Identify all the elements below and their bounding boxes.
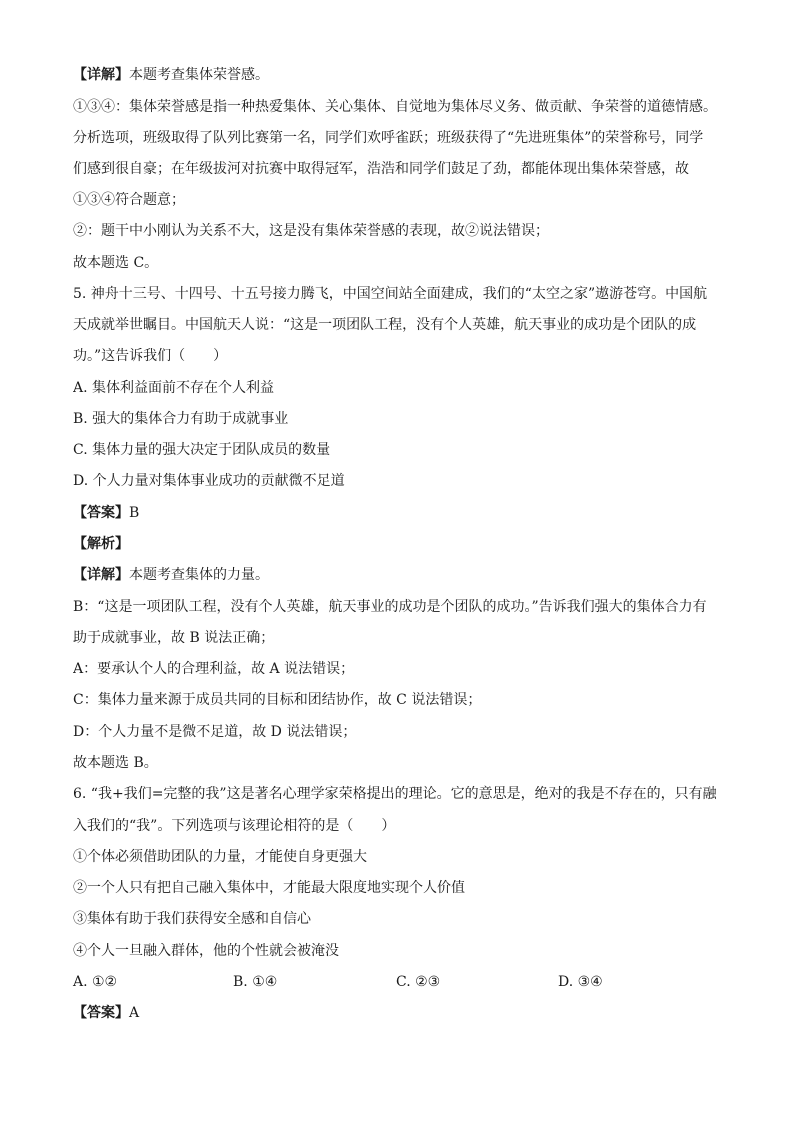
q6-statement-3: ③集体有助于我们获得安全感和自信心 xyxy=(73,911,311,927)
q5-stem-line-2: 天成就举世瞩目。中国航天人说：“这是一项团队工程，没有个人英雄，航天事业的成功是个团队的成 xyxy=(73,317,697,333)
q6-statement-2: ②一个人只有把自己融入集体中，才能最大限度地实现个人价值 xyxy=(73,880,465,896)
q5-option-d: D. 个人力量对集体事业成功的贡献微不足道 xyxy=(73,473,345,489)
answer-tag: 【答案】 xyxy=(73,1005,129,1021)
q5-stem-line-1: 5. 神舟十三号、十四号、十五号接力腾飞，中国空间站全面建成，我们的“太空之家”遨游苍穹。中国航 xyxy=(73,286,708,302)
detail-tag: 【详解】 xyxy=(73,67,129,83)
q6-option-c: C. ②③ xyxy=(396,974,441,990)
q6-statement-4: ④个人一旦融入群体，他的个性就会被淹没 xyxy=(73,943,339,959)
q6-answer-line xyxy=(73,1002,723,1024)
q5-conclusion: 故本题选 B。 xyxy=(73,755,158,771)
q5-analysis-line xyxy=(73,533,723,555)
q6-option-b: B. ①④ xyxy=(233,974,278,990)
q6-option-d: D. ③④ xyxy=(558,974,603,990)
answer-value: A xyxy=(129,1005,140,1021)
q6-statement-1: ①个体必须借助团队的力量，才能使自身更强大 xyxy=(73,849,367,865)
q6-stem-line-1: 6. “我+我们=完整的我”这是著名心理学家荣格提出的理论。它的意思是，绝对的我是不存在的，只有融 xyxy=(73,786,717,802)
q5-answer-line xyxy=(73,502,723,524)
detail-text: 本题考查集体荣誉感。 xyxy=(129,67,269,83)
answer-value: B xyxy=(129,505,140,521)
q4-explanation-line-1: ①③④：集体荣誉感是指一种热爱集体、关心集体、自觉地为集体尽义务、做贡献、争荣誉的道德情感。 xyxy=(73,99,717,115)
q5-option-a: A. 集体利益面前不存在个人利益 xyxy=(73,380,275,396)
answer-tag: 【答案】 xyxy=(73,505,129,521)
q4-conclusion: 故本题选 C。 xyxy=(73,255,159,271)
q5-option-c: C. 集体力量的强大决定于团队成员的数量 xyxy=(73,442,331,458)
q5-explanation-line-2: 助于成就事业，故 B 说法正确； xyxy=(73,630,275,646)
q5-explanation-line-1: B：“这是一项团队工程，没有个人英雄，航天事业的成功是个团队的成功。”告诉我们强大的集体合力有 xyxy=(73,599,707,615)
q6-stem-line-2: 入我们的“我”。下列选项与该理论相符的是（ ） xyxy=(73,818,396,834)
analysis-tag: 【解析】 xyxy=(73,536,129,552)
q4-explanation-line-3: 们感到很自豪；在年级拔河对抗赛中取得冠军，浩浩和同学们鼓足了劲，都能体现出集体荣誉感，故 xyxy=(73,161,689,177)
q4-explanation-line-2: 分析选项，班级取得了队列比赛第一名，同学们欢呼雀跃；班级获得了“先进班集体”的荣誉称号，同学 xyxy=(73,130,704,146)
detail-text: 本题考查集体的力量。 xyxy=(129,567,269,583)
q4-detail-line xyxy=(73,64,723,86)
detail-tag: 【详解】 xyxy=(73,567,129,583)
q4-explanation-line-5: ②：题干中小刚认为关系不大，这是没有集体荣誉感的表现，故②说法错误； xyxy=(73,223,549,239)
q5-detail-line xyxy=(73,564,723,586)
q6-option-a: A. ①② xyxy=(73,974,118,990)
q5-explanation-line-3: A：要承认个人的合理利益，故 A 说法错误； xyxy=(73,661,355,677)
q5-option-b: B. 强大的集体合力有助于成就事业 xyxy=(73,411,289,427)
q5-explanation-line-5: D：个人力量不是微不足道，故 D 说法错误； xyxy=(73,724,357,740)
q5-stem-line-3: 功。”这告诉我们（ ） xyxy=(73,348,228,364)
q4-explanation-line-4: ①③④符合题意； xyxy=(73,192,185,208)
q5-explanation-line-4: C：集体力量来源于成员共同的目标和团结协作，故 C 说法错误； xyxy=(73,692,482,708)
